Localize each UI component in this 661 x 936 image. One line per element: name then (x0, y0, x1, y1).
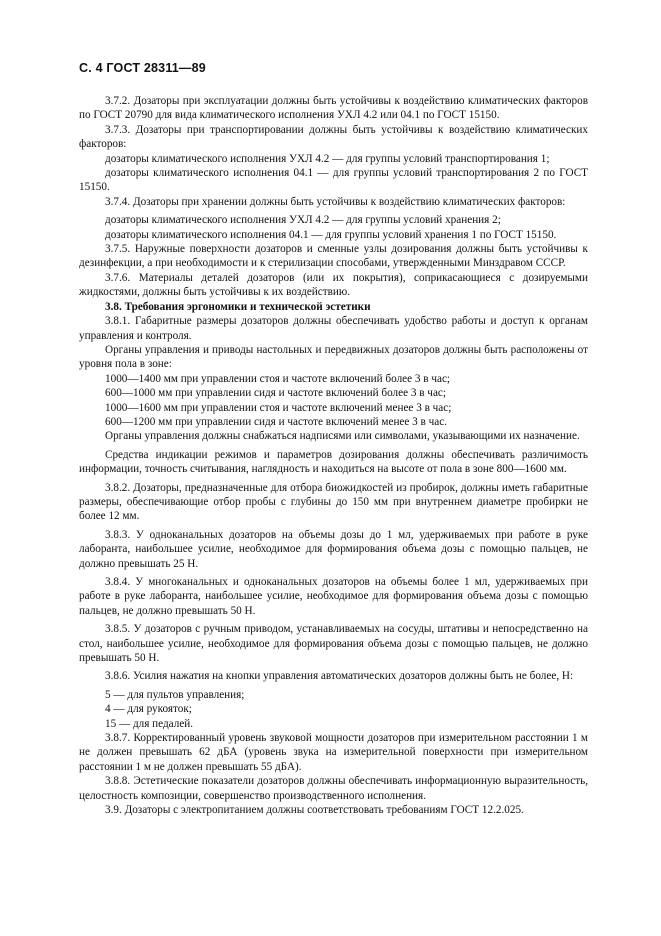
list-item-force-pedals: 15 — для педалей. (105, 717, 194, 730)
paragraph-3-7-3: 3.7.3. Дозаторы при транспортировании должны быть устойчивы к воздействию климатических факторов: (79, 123, 588, 151)
paragraph-3-8-7: 3.8.7. Корректированный уровень звуковой мощности дозаторов при измерительном расстоянии 1 м не должен превышать 62 дБА (уровень звука на измерительной поверхности при измерительном расстоянии 1 м не должен превышать 55 дБА). (79, 732, 588, 773)
list-item-force-handles: 4 — для рукояток; (105, 703, 192, 716)
section-heading-3-8: 3.8. Требования эргономики и технической эстетики (105, 300, 371, 313)
list-item-transport-uhl: дозаторы климатического исполнения УХЛ 4.2 — для группы условий транспортирования 1; (105, 152, 550, 165)
paragraph-indication: Средства индикации режимов и параметров дозирования должны обеспечивать различимость информации, точность считывания, наглядность и находиться на высоте от пола в зоне 800—1600 мм. (79, 448, 588, 476)
paragraph-3-7-4: 3.7.4. Дозаторы при хранении должны быть устойчивы к воздействию климатических факторов: (105, 195, 566, 208)
paragraph-3-9: 3.9. Дозаторы с электропитанием должны соответствовать требованиям ГОСТ 12.2.025. (105, 804, 524, 817)
paragraph-controls-location: Органы управления и приводы настольных и передвижных дозаторов должны быть расположены от уровня пола в зоне: (79, 343, 588, 371)
list-item-storage-uhl: дозаторы климатического исполнения УХЛ 4.2 — для группы условий хранения 2; (105, 214, 501, 227)
list-item-storage-04: дозаторы климатического исполнения 04.1 — для группы условий хранения 1 по ГОСТ 15150. (105, 228, 557, 241)
paragraph-3-7-5: 3.7.5. Наружные поверхности дозаторов и сменные узлы дозирования должны быть устойчивы к дезинфекции, а при необходимости и к стерилизации способами, утвержденными Минздравом СССР. (79, 243, 588, 270)
list-item-range-2: 600—1000 мм при управлении сидя и частоте включений более 3 в час; (105, 387, 446, 400)
list-item-range-3: 1000—1600 мм при управлении стоя и частоте включений менее 3 в час; (105, 401, 452, 414)
paragraph-3-8-6: 3.8.6. Усилия нажатия на кнопки управления автоматических дозаторов должны быть не более, Н: (105, 670, 574, 683)
list-item-range-1: 1000—1400 мм при управлении стоя и частоте включений более 3 в час; (105, 372, 451, 385)
paragraph-3-8-4: 3.8.4. У многоканальных и одноканальных дозаторов на объемы более 1 мл, удерживаемых при работе в руке лаборанта, наибольшее усилие, необходимое для формирования объема дозы с помощью пальцев, не должно превышать 50 Н. (79, 576, 588, 617)
paragraph-3-8-5: 3.8.5. У дозаторов с ручным приводом, устанавливаемых на сосуды, штативы и непосредственно на стол, наибольшее усилие, необходимое для формирования объема дозы с помощью пальцев, не должно превышать 50 Н. (79, 623, 588, 665)
document-body (79, 94, 588, 818)
paragraph-3-8-2: 3.8.2. Дозаторы, предназначенные для отбора биожидкостей из пробирок, должны иметь габаритные размеры, обеспечивающие отбор пробы с глубины до 150 мм при внутреннем диаметре пробирки не более 12 мм. (79, 481, 588, 523)
page-header: С. 4 ГОСТ 28311—89 (79, 61, 206, 75)
paragraph-controls-labels: Органы управления должны снабжаться надписями или символами, указывающими их назначение. (105, 430, 580, 443)
list-item-range-4: 600—1200 мм при управлении сидя и частоте включений менее 3 в час. (105, 415, 447, 428)
paragraph-3-8-1: 3.8.1. Габаритные размеры дозаторов должны обеспечивать удобство работы и доступ к органам управления и контроля. (79, 315, 588, 342)
list-item-force-panels: 5 — для пультов управления; (105, 688, 245, 701)
paragraph-3-8-8: 3.8.8. Эстетические показатели дозаторов должны обеспечивать информационную выразительность, целостность композиции, совершенство производственного исполнения. (79, 775, 588, 802)
paragraph-3-8-3: 3.8.3. У одноканальных дозаторов на объемы дозы до 1 мл, удерживаемых при работе в руке лаборанта, наибольшее усилие, необходимое для формирования объема дозы с помощью пальцев, не должно превышать 25 Н. (79, 528, 588, 570)
list-item-transport-04: дозаторы климатического исполнения 04.1 — для группы условий транспортирования 2 по ГОСТ 15150. (79, 167, 588, 194)
paragraph-3-7-6: 3.7.6. Материалы деталей дозаторов (или их покрытия), соприкасающиеся с дозируемыми жидкостями, должны быть устойчивы к их воздействию. (79, 271, 588, 299)
paragraph-3-7-2: 3.7.2. Дозаторы при эксплуатации должны быть устойчивы к воздействию климатических факторов по ГОСТ 20790 для вида климатического исполнения УХЛ 4.2 или 04.1 по ГОСТ 15150. (79, 95, 588, 122)
